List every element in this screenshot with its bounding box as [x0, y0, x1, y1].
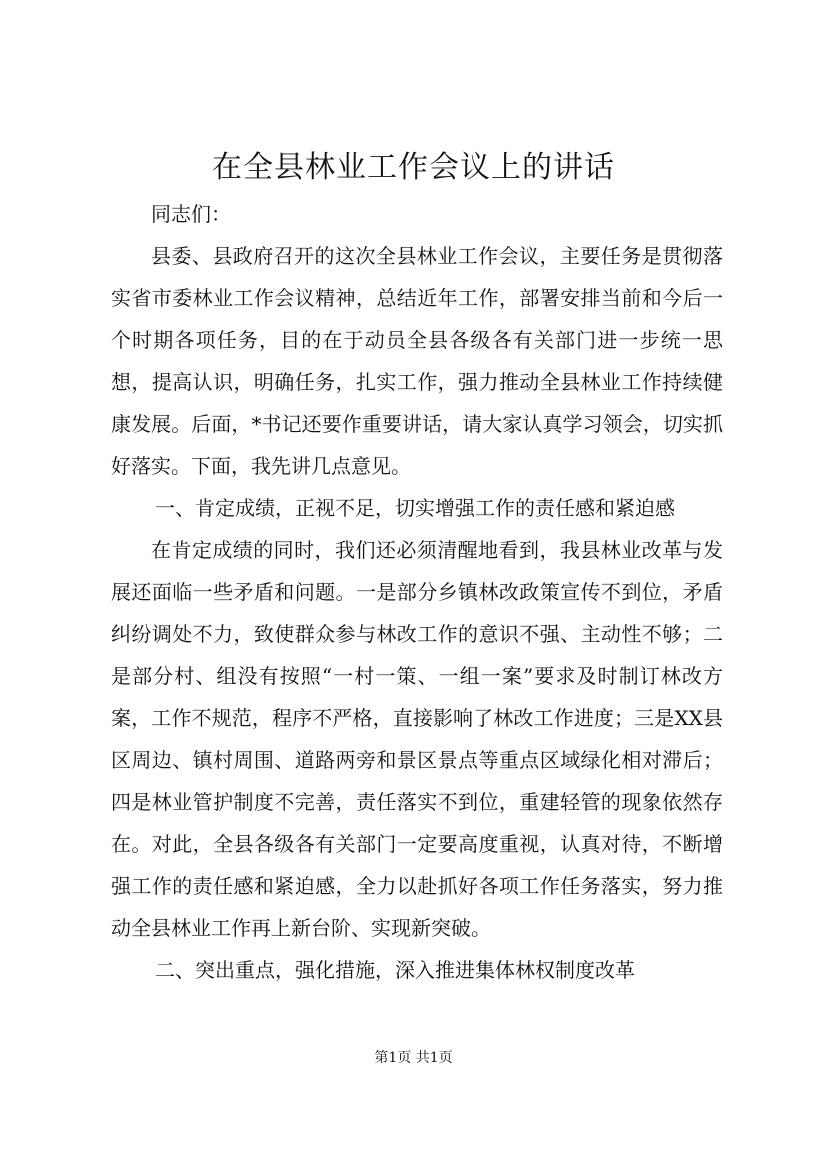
document-body	[111, 193, 723, 991]
page-footer: 第1页 共1页	[374, 1050, 453, 1066]
salutation: 同志们：	[151, 202, 231, 226]
section-1-paragraph: 在肯定成绩的同时，我们还必须清醒地看到，我县林业改革与发展还面临一些矛盾和问题。一是部分乡镇林改政策宣传不到位，矛盾纠纷调处不力，致使群众参与林改工作的意识不强、主动性不够；二是部分村、组没有按照“一村一策、一组一案”要求及时制订林改方案，工作不规范，程序不严格，直接影响了林改工作进度；三是XX县区周边、镇村周围、道路两旁和景区景点等重点区域绿化相对滞后；四是林业管护制度不完善，责任落实不到位，重建轻管的现象依然存在。对此，全县各级各有关部门一定要高度重视，认真对待，不断增强工作的责任感和紧迫感，全力以赴抓好各项工作任务落实，努力推动全县林业工作再上新台阶、实现新突破。	[111, 538, 723, 940]
document-title: 在全县林业工作会议上的讲话	[212, 150, 615, 185]
section-heading-1: 一、肯定成绩，正视不足，切实增强工作的责任感和紧迫感	[155, 496, 675, 520]
section-heading-2: 二、突出重点，强化措施，深入推进集体林权制度改革	[155, 958, 635, 982]
intro-paragraph: 县委、县政府召开的这次全县林业工作会议，主要任务是贯彻落实省市委林业工作会议精神，总结近年工作，部署安排当前和今后一个时期各项任务，目的在于动员全县各级各有关部门进一步统一思想，提高认识，明确任务，扎实工作，强力推动全县林业工作持续健康发展。后面，*书记还要作重要讲话，请大家认真学习领会，切实抓好落实。下面，我先讲几点意见。	[111, 244, 723, 478]
